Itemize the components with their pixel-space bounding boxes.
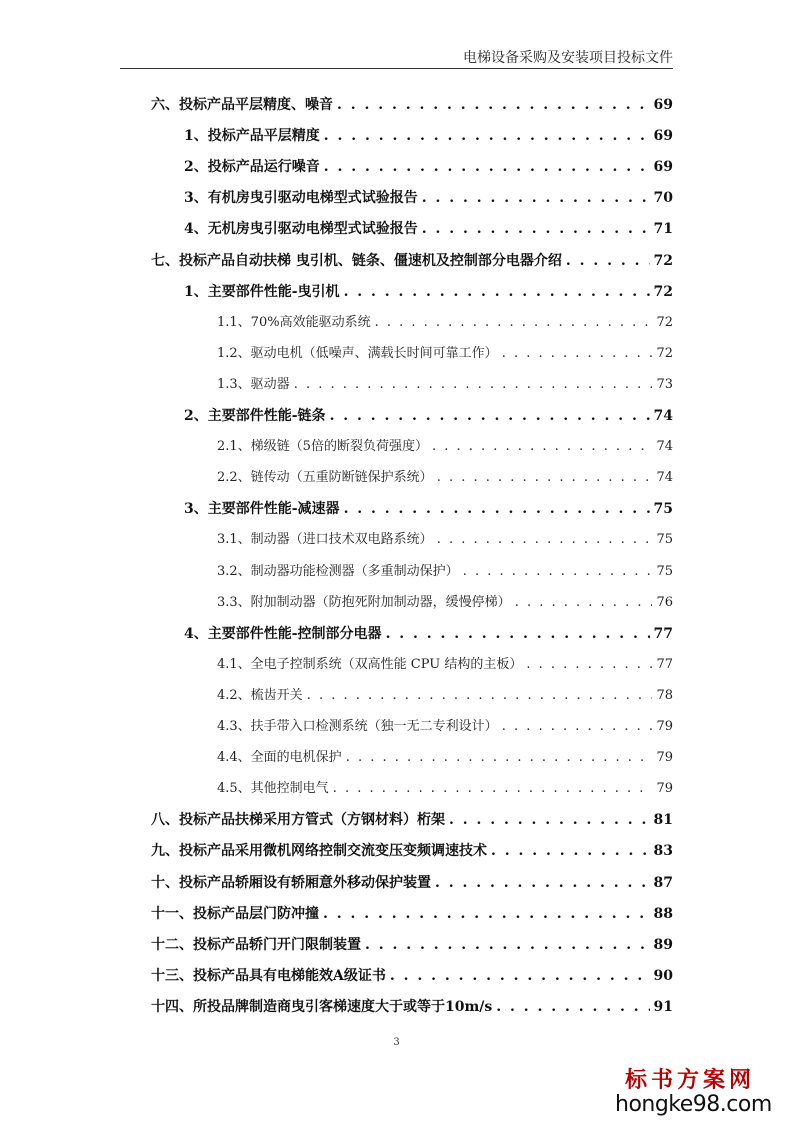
toc-entry[interactable]: [184, 156, 673, 178]
toc-entry-page: 69: [653, 97, 673, 113]
toc-entry-page: 79: [656, 750, 673, 766]
toc-leader-dots: [344, 498, 650, 520]
toc-entry-title: 九、投标产品采用微机网络控制交流变压变频调速技术: [151, 843, 487, 860]
toc-entry-page: 74: [656, 439, 673, 455]
toc-entry-page: 72: [656, 345, 673, 361]
toc-entry-page: 88: [653, 905, 673, 922]
toc-entry-page: 90: [653, 967, 673, 984]
toc-leader-dots: [330, 405, 650, 427]
toc-entry[interactable]: [184, 405, 673, 427]
toc-entry[interactable]: [217, 778, 673, 800]
toc-leader-dots: [502, 343, 653, 365]
toc-leader-dots: [491, 840, 650, 862]
toc-entry-title: 3.1、制动器（进口技术双电路系统）: [217, 532, 433, 548]
toc-leader-dots: [435, 872, 650, 894]
watermark-chinese: 标书方案网: [624, 1067, 755, 1093]
toc-entry[interactable]: [217, 374, 673, 396]
page-number: 3: [393, 1037, 400, 1048]
toc-entry[interactable]: [151, 94, 673, 116]
toc-entry[interactable]: [184, 623, 673, 645]
toc-leader-dots: [365, 934, 650, 956]
toc-leader-dots: [390, 965, 650, 987]
toc-entry-page: 69: [653, 128, 673, 145]
toc-entry-page: 81: [653, 812, 673, 829]
toc-entry-page: 76: [656, 594, 673, 610]
toc-leader-dots: [294, 374, 653, 396]
toc-entry-title: 1、投标产品平层精度: [184, 128, 320, 145]
toc-entry-title: 十四、所投品牌制造商曳引客梯速度大于或等于10m/s: [151, 998, 493, 1015]
toc-entry[interactable]: [217, 654, 673, 676]
toc-entry[interactable]: [217, 436, 673, 458]
toc-entry-title: 2、投标产品运行噪音: [184, 159, 320, 176]
toc-entry[interactable]: [151, 840, 673, 862]
toc-leader-dots: [324, 156, 650, 178]
toc-entry-title: 4.4、全面的电机保护: [217, 750, 342, 766]
toc-entry[interactable]: [217, 529, 673, 551]
toc-leader-dots: [386, 623, 650, 645]
toc-entry-title: 1、主要部件性能-曳引机: [184, 283, 340, 300]
toc-entry-title: 1.3、驱动器: [217, 376, 290, 392]
toc-entry-page: 83: [653, 843, 673, 860]
toc-entry-title: 十、投标产品轿厢设有轿厢意外移动保护装置: [151, 874, 431, 891]
toc-leader-dots: [526, 654, 652, 676]
toc-entry-page: 79: [656, 781, 673, 797]
toc-entry-page: 89: [653, 936, 673, 953]
toc-leader-dots: [566, 250, 650, 272]
toc-entry-page: 75: [656, 532, 673, 548]
toc-entry-page: 91: [653, 998, 673, 1015]
toc-entry-title: 六、投标产品平层精度、噪音: [151, 97, 333, 113]
toc-entry-title: 1.1、70%高效能驱动系统: [217, 314, 371, 330]
toc-leader-dots: [449, 809, 650, 831]
toc-leader-dots: [502, 716, 653, 738]
toc-entry-title: 八、投标产品扶梯采用方管式（方钢材料）桁架: [151, 812, 445, 829]
toc-leader-dots: [496, 996, 649, 1018]
toc-entry-title: 4.3、扶手带入口检测系统（独一无二专利设计）: [217, 719, 498, 734]
toc-entry-title: 4.1、全电子控制系统（双高性能 CPU 结构的主板）: [217, 656, 523, 672]
toc-leader-dots: [346, 747, 653, 769]
toc-entry[interactable]: [217, 685, 673, 707]
toc-entry-title: 七、投标产品自动扶梯 曳引机、链条、僵速机及控制部分电器介绍: [151, 252, 562, 269]
toc-entry[interactable]: [151, 996, 673, 1018]
toc-entry-page: 75: [656, 563, 673, 579]
toc-entry[interactable]: [151, 934, 673, 956]
toc-entry-page: 71: [653, 221, 673, 238]
toc-leader-dots: [515, 592, 653, 614]
toc-entry-page: 77: [653, 625, 673, 642]
toc-entry-page: 78: [656, 687, 673, 703]
toc-entry-title: 4.5、其他控制电气: [217, 781, 329, 797]
toc-leader-dots: [437, 467, 653, 489]
toc-entry[interactable]: [184, 187, 673, 209]
toc-entry[interactable]: [217, 747, 673, 769]
toc-entry-page: 75: [653, 501, 673, 518]
toc-entry-page: 73: [656, 376, 673, 392]
toc-entry[interactable]: [151, 809, 673, 831]
toc-entry-page: 70: [653, 190, 673, 207]
toc-entry-page: 74: [653, 408, 673, 424]
toc-entry-page: 87: [653, 874, 673, 891]
toc-entry-title: 1.2、驱动电机（低噪声、满载长时间可靠工作）: [217, 345, 498, 361]
toc-entry[interactable]: [217, 343, 673, 365]
toc-entry-title: 3.3、附加制动器（防抱死附加制动器，缓慢停梯）: [217, 594, 511, 610]
toc-entry[interactable]: [184, 125, 673, 147]
toc-entry-page: 72: [653, 283, 673, 300]
toc-entry-title: 4、无机房曳引驱动电梯型式试验报告: [184, 221, 418, 238]
watermark-url: hongke98.com: [615, 1092, 772, 1117]
toc-leader-dots: [323, 903, 650, 925]
toc-entry[interactable]: [151, 965, 673, 987]
toc-entry-title: 3、主要部件性能-减速器: [184, 501, 340, 518]
toc-entry-title: 十二、投标产品轿门开门限制装置: [151, 936, 361, 953]
toc-leader-dots: [422, 187, 650, 209]
toc-leader-dots: [337, 94, 650, 116]
toc-entry[interactable]: [217, 561, 673, 583]
toc-leader-dots: [324, 125, 650, 147]
toc-leader-dots: [432, 436, 653, 458]
toc-entry-page: 79: [656, 719, 673, 734]
toc-entry-title: 2.1、梯级链（5倍的断裂负荷强度）: [217, 439, 428, 455]
toc-entry[interactable]: [217, 592, 673, 614]
toc-entry[interactable]: [151, 903, 673, 925]
toc-entry-title: 4、主要部件性能-控制部分电器: [184, 625, 382, 642]
toc-leader-dots: [333, 778, 653, 800]
toc-entry[interactable]: [151, 250, 673, 272]
toc-entry-page: 69: [653, 159, 673, 176]
toc-entry[interactable]: [184, 218, 673, 240]
header-rule: [120, 68, 673, 69]
toc-entry[interactable]: [151, 872, 673, 894]
toc-entry[interactable]: [217, 312, 673, 334]
toc-entry[interactable]: [184, 281, 673, 303]
toc-leader-dots: [307, 685, 653, 707]
toc-entry-title: 4.2、梳齿开关: [217, 687, 303, 703]
toc-entry[interactable]: [217, 716, 673, 738]
toc-entry-title: 3、有机房曳引驱动电梯型式试验报告: [184, 190, 418, 207]
toc-entry-title: 2、主要部件性能-链条: [184, 408, 326, 424]
toc-entry[interactable]: [184, 498, 673, 520]
toc-leader-dots: [344, 281, 650, 303]
toc-entry-page: 74: [656, 470, 673, 486]
toc-entry-title: 十三、投标产品具有电梯能效A级证书: [151, 967, 386, 984]
toc-entry-page: 77: [656, 656, 673, 672]
toc-leader-dots: [375, 312, 653, 334]
header-title: 电梯设备采购及安装项目投标文件: [463, 50, 673, 66]
toc-entry-title: 2.2、链传动（五重防断链保护系统）: [217, 470, 433, 486]
toc-entry-title: 3.2、制动器功能检测器（多重制动保护）: [217, 563, 459, 579]
toc-entry-title: 十一、投标产品层门防冲撞: [151, 905, 319, 922]
toc-leader-dots: [422, 218, 650, 240]
toc-leader-dots: [437, 529, 653, 551]
toc-entry[interactable]: [217, 467, 673, 489]
toc-entry-page: 72: [653, 252, 673, 269]
toc-entry-page: 72: [656, 314, 673, 330]
watermark-logo: [615, 1067, 772, 1118]
toc-leader-dots: [463, 561, 653, 583]
